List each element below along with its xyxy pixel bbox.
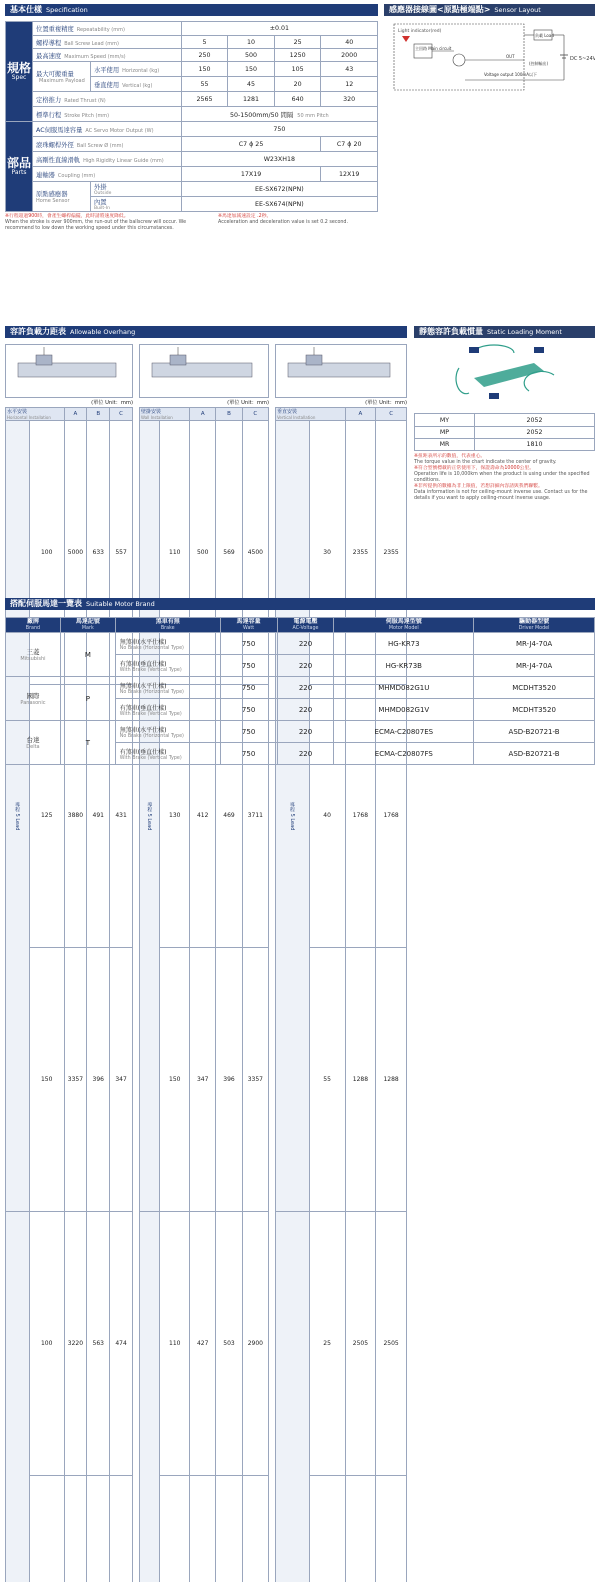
actuator-diagram-icon [140,345,270,397]
overhang-cell [345,1475,376,1582]
payload-vertical: 垂直使用 Vertical (kg) [90,77,181,92]
actuator-diagram-icon [276,345,408,397]
motor-model-cell: ECMA-C20807ES [334,721,474,743]
overhang-cell: 491 [87,684,110,948]
light-indicator-label: Light indicator(red) [398,28,442,34]
motor-model-cell: HG-KR73B [334,655,474,677]
static-moment-name: MP [415,427,475,439]
spec-value: 43 [321,62,378,77]
transistor-icon [453,54,465,66]
sensor-inside-value: EE-SX674(NPN) [181,197,377,212]
slider-block-icon [474,363,544,387]
spec-value: 12X19 [321,167,378,182]
spec-label-zh: 螺桿導程 [36,40,61,47]
payload-label [33,62,91,92]
overhang-cell: 5000 [64,421,87,685]
brake-cell: 有煞車(垂直仕樣) With Brake (Vertical Type) [115,655,220,677]
overhang-diagram [139,344,269,398]
spec-row [6,92,378,107]
spec-value: 5 [181,36,228,49]
motor-col-header: 廠牌 Brand [6,618,61,633]
static-moment-diagram [414,343,595,403]
spec-row [6,182,378,197]
overhang-cell [242,1475,268,1582]
overhang-cell [160,1212,190,1476]
parts-side-en: Parts [7,170,31,177]
static-note-2: ※符合型號標載的正常使用下，保證壽命為10000公里。 [414,466,595,472]
motor-watt-cell: 750 [220,699,277,721]
overhang-group [5,344,133,1582]
spec-value: 17X19 [181,167,321,182]
overhang-cell [309,1212,345,1476]
spec-label-zh: 高剛性直線滑軌 [36,157,80,164]
overhang-cell: 633 [87,421,110,685]
spec-row [6,62,378,77]
overhang-cell [190,1212,216,1476]
overhang-diagram [5,344,133,398]
brake-cell: 無煞車(水平仕樣) No Brake (Horizontal Type) [115,721,220,743]
spec-label-en: High Rigidity Linear Guide (mm) [83,158,164,164]
motor-watt-cell: 750 [220,655,277,677]
spec-value: 250 [181,49,228,62]
led-icon [402,36,410,42]
overhang-cell [190,1475,216,1582]
spec-note-1-en: When the stroke is over 900mm, the run-out of the ballscrew will occur. We recommend to low down the working speed under this circumstances. [5,220,210,232]
static-note-3: ※非所提供的數據為非上限值，若想詳細內容請與我們聯繫。 [414,484,595,490]
motor-driver-cell: MR-J4-70A [474,655,595,677]
table-row [276,1212,407,1476]
motor-col-header: 煞車有無 Brake [115,618,220,633]
overhang-cell: 469 [216,684,242,948]
home-sensor-label: 原點感應器 Home Sensor [33,182,91,212]
motor-watt-cell: 750 [220,677,277,699]
spec-value: W23XH18 [181,152,377,167]
overhang-head-row [6,408,133,421]
spec-value: 40 [321,36,378,49]
overhang-cell: 431 [110,684,133,948]
motor-watt-cell: 750 [220,743,277,765]
motor-driver-cell: MCDHT3520 [474,699,595,721]
spec-value: 1250 [274,49,321,62]
overhang-cell: 1768 [376,684,407,948]
static-moment-name: MR [415,439,475,451]
motor-volt-cell: 220 [277,743,334,765]
spec-note-2: ※馬達加減速設定 .2秒。 [218,214,378,220]
spec-label-en: Repeatability (mm) [77,27,125,33]
motor-col-header: 馬達記號 Mark [60,618,115,633]
overhang-cell [110,1212,133,1476]
brand-cell: 三菱 Mitsubishi [6,633,61,677]
mr-tag-icon [469,347,479,353]
overhang-cell: 2355 [376,421,407,685]
overhang-cell [376,948,407,1212]
static-header: 靜態容許負載慣量 Static Loading Moment [414,326,595,338]
motor-table [5,617,595,765]
spec-row [6,167,378,182]
motor-watt-cell: 750 [220,633,277,655]
spec-label-0 [33,22,182,36]
spec-side-zh: 規格 [7,62,31,75]
spec-label-zh: 連軸器 [36,172,55,179]
static-note-1-en: The torque value in the chart indicate the center of gravity. [414,460,595,466]
motor-watt-cell: 750 [220,721,277,743]
overhang-cell: 130 [160,684,190,948]
spec-row [6,137,378,152]
brake-cell: 無煞車(水平仕樣) No Brake (Horizontal Type) [115,633,220,655]
overhang-cell [87,1212,110,1476]
lead-label: 導程 5 Lead [140,421,160,1212]
table-row [6,677,595,699]
brand-cell: 國際 Panasonic [6,677,61,721]
overhang-head-row [276,408,407,421]
spec-value: C7 ϕ 20 [321,137,378,152]
spec-label-9 [33,152,182,167]
spec-header: 基本仕樣 Specification [5,4,378,16]
overhang-cell [309,948,345,1212]
spec-label-1 [33,36,182,49]
parts-side-zh: 部品 [7,157,31,170]
spec-label-zh: 位置重複精度 [36,26,74,33]
spec-side-label [6,22,33,122]
motor-model-cell: HG-KR73 [334,633,474,655]
spec-value: 640 [274,92,321,107]
overhang-cell [110,948,133,1212]
spec-label-zh: 滾珠螺桿外徑 [36,142,74,149]
motor-volt-cell: 220 [277,699,334,721]
load-label: 負載 Load [535,32,554,38]
overhang-section [5,326,407,338]
overhang-cell [345,948,376,1212]
static-note-1: ※扭距表所示的數值，代表重心。 [414,454,595,460]
main-circuit-label: 主回路 Main circuit [415,45,452,51]
static-note-2-en: Operation life is 10,000km when the product is using under the specified conditions. [414,472,595,484]
spec-value: 20 [274,77,321,92]
sensor-outside-label: 外掛 Outside [90,182,181,197]
overhang-col-header: C [376,408,407,421]
spec-label-en: AC Servo Motor Output (W) [85,128,153,134]
voltage-output-label: Voltage output 100mA以下 [484,71,537,77]
overhang-cell: 4500 [242,421,268,685]
spec-note-2-en: Acceleration and deceleration value is set 0.2 second. [218,220,378,226]
overhang-cell: 3880 [64,684,87,948]
spec-value: C7 ϕ 25 [181,137,321,152]
overhang-col-header: B [216,408,242,421]
motor-volt-cell: 220 [277,721,334,743]
overhang-cell [64,1212,87,1476]
spec-label-en: Ball Screw Ø (mm) [77,143,124,149]
overhang-cell [64,948,87,1212]
control-output-label: (控制輸出) [529,60,549,66]
sensor-section [384,4,595,94]
sensor-outside-value: EE-SX672(NPN) [181,182,377,197]
overhang-cell [160,1475,190,1582]
motor-driver-cell: MCDHT3520 [474,677,595,699]
motor-col-header: 伺服馬達型號 Motor Model [334,618,474,633]
table-row [6,633,595,655]
overhang-unit: (單位 Unit：mm) [275,399,407,406]
stroke-value: 50-1500mm/50 間隔 50 mm Pitch [181,107,377,122]
overhang-table [5,407,133,1582]
static-note-3-en: Data information is not for ceiling-mount inverse use. Contact us for the details if you want to apply ceiling-mount inverse usage. [414,490,595,502]
overhang-col-header: A [64,408,87,421]
spec-label-zh: AC伺服馬達容量 [36,127,82,134]
spec-row [6,22,378,36]
overhang-cell [64,1475,87,1582]
lead-label: 導程 5 Lead [276,421,310,1212]
spec-value: 750 [181,122,377,137]
overhang-head-row [140,408,269,421]
overhang-diagram [275,344,407,398]
static-table [414,413,595,451]
spec-value: 150 [181,62,228,77]
overhang-table [139,407,269,1582]
overhang-cell [216,948,242,1212]
dc-voltage-label: DC 5~24V [570,56,595,62]
spec-side-en: Spec [7,75,31,82]
payload-horizontal: 水平使用 Horizontal (kg) [90,62,181,77]
spec-value: 25 [274,36,321,49]
overhang-cell: 40 [309,684,345,948]
spec-label-en: Rated Thrust (N) [64,98,105,104]
overhang-col-header: B [87,408,110,421]
lead-label: 導程 5 Lead [6,421,30,1212]
motor-driver-cell: ASD-B20721-B [474,743,595,765]
lead-label [140,1212,160,1582]
mark-cell: M [60,633,115,677]
brake-cell: 有煞車(垂直仕樣) With Brake (Vertical Type) [115,699,220,721]
static-moment-value: 2052 [475,414,595,427]
static-moment-value: 1810 [475,439,595,451]
overhang-cell: 1768 [345,684,376,948]
overhang-cell: 110 [160,421,190,685]
spec-value: 10 [228,36,275,49]
overhang-cell: 125 [29,684,64,948]
out-label: OUT [506,54,515,59]
lead-label [6,1212,30,1582]
overhang-cell [29,1475,64,1582]
overhang-unit: (單位 Unit：mm) [5,399,133,406]
overhang-cell: 500 [190,421,216,685]
static-row [415,427,595,439]
overhang-cell [216,1212,242,1476]
overhang-col-header: C [110,408,133,421]
static-notes [414,454,595,502]
parts-side-label [6,122,33,212]
overhang-cell [216,1475,242,1582]
motor-col-header: 馬達容量 Watt [220,618,277,633]
motor-col-header: 電源電壓 AC-Voltage [277,618,334,633]
overhang-unit: (單位 Unit：mm) [139,399,269,406]
my-arrow-icon [456,368,469,394]
overhang-cell [29,948,64,1212]
spec-row [6,36,378,49]
spec-value: 500 [228,49,275,62]
spec-label-2 [33,49,182,62]
mr-arrow-icon [474,345,514,353]
overhang-cell [376,1212,407,1476]
overhang-cell: 2355 [345,421,376,685]
overhang-group [275,344,407,1582]
overhang-cell [242,948,268,1212]
overhang-col-header: A [345,408,376,421]
spec-value: 45 [228,77,275,92]
spec-label-5 [33,92,182,107]
spec-label-en: Maximum Speed (mm/s) [64,54,125,60]
install-label: 水平安裝 Horizontal Installation [6,408,65,421]
motor-volt-cell: 220 [277,677,334,699]
overhang-cell: 30 [309,421,345,685]
overhang-group [139,344,269,1582]
spec-label-10 [33,167,182,182]
spec-value: 1281 [228,92,275,107]
overhang-table [275,407,407,1582]
mark-cell: P [60,677,115,721]
spec-value: 55 [181,77,228,92]
sensor-inside-label: 內置 Built-In [90,197,181,212]
table-row [6,1212,133,1476]
spec-value: 105 [274,62,321,77]
spec-label-8 [33,137,182,152]
install-label: 壁掛安裝 Wall Installation [140,408,190,421]
overhang-cell [345,1212,376,1476]
spec-value: ±0.01 [181,22,377,36]
spec-label-zh: 標準行程 [36,112,61,119]
spec-label-en: Stroke Pitch (mm) [64,113,109,119]
spec-label-zh: 定格推力 [36,97,61,104]
spec-notes [5,214,378,232]
payload-label-en: Maximum Payload [39,78,89,84]
motor-model-cell: ECMA-C20807FS [334,743,474,765]
overhang-cell [190,948,216,1212]
overhang-cell [242,1212,268,1476]
static-row [415,439,595,451]
overhang-cell [29,1212,64,1476]
overhang-cell [376,1475,407,1582]
brake-cell: 有煞車(垂直仕樣) With Brake (Vertical Type) [115,743,220,765]
motor-header: 搭配伺服馬達一覽表 Suitable Motor Brand [5,598,595,610]
overhang-cell: 569 [216,421,242,685]
spec-note-1: ※行程超過900時，會產生螺桿偏擺，此時請將速度降低。 [5,214,210,220]
brake-cell: 無煞車(水平仕樣) No Brake (Horizontal Type) [115,677,220,699]
table-row [6,721,595,743]
overhang-cell: 3711 [242,684,268,948]
motor-driver-cell: MR-J4-70A [474,633,595,655]
static-row [415,414,595,427]
sensor-header: 感應器接線圖<原點極端點> Sensor Layout [384,4,595,16]
overhang-cell: 412 [190,684,216,948]
install-label: 垂直安裝 Vertical Installation [276,408,346,421]
spec-row [6,122,378,137]
overhang-col-header: C [242,408,268,421]
overhang-cell [87,1475,110,1582]
motor-volt-cell: 220 [277,633,334,655]
overhang-col-header: A [190,408,216,421]
sensor-wiring-diagram [384,20,595,94]
spec-value: 12 [321,77,378,92]
mark-cell: T [60,721,115,765]
payload-label-zh: 最大可搬重量 [36,69,89,78]
spec-table [5,21,378,212]
overhang-cell [110,1475,133,1582]
spec-label-7 [33,122,182,137]
actuator-diagram-icon [6,345,134,397]
spec-row [6,152,378,167]
motor-col-header: 驅動器型號 Driver Model [474,618,595,633]
overhang-cell: 557 [110,421,133,685]
spec-value: 2565 [181,92,228,107]
spec-section [5,4,378,232]
overhang-cell [160,948,190,1212]
motor-model-cell: MHMD082G1U [334,677,474,699]
overhang-cell [309,1475,345,1582]
mp-tag-icon [534,347,544,353]
overhang-header: 容許負載力距表 Allowable Overhang [5,326,407,338]
static-section [414,326,595,502]
motor-volt-cell: 220 [277,655,334,677]
overhang-cell: 100 [29,421,64,685]
motor-model-cell: MHMD082G1V [334,699,474,721]
table-row [140,1212,269,1476]
spec-value: 320 [321,92,378,107]
motor-driver-cell: ASD-B20721-B [474,721,595,743]
spec-label-6 [33,107,182,122]
spec-row [6,107,378,122]
spec-value: 2000 [321,49,378,62]
overhang-cell [87,948,110,1212]
static-moment-value: 2052 [475,427,595,439]
spec-label-zh: 最高速度 [36,53,61,60]
my-tag-icon [489,393,499,399]
spec-value: 150 [228,62,275,77]
spec-row [6,49,378,62]
static-moment-name: MY [415,414,475,427]
spec-label-en: Coupling (mm) [58,173,95,179]
brand-cell: 台達 Delta [6,721,61,765]
motor-section [5,598,595,765]
spec-label-en: Ball Screw Lead (mm) [64,41,119,47]
lead-label [276,1212,310,1582]
